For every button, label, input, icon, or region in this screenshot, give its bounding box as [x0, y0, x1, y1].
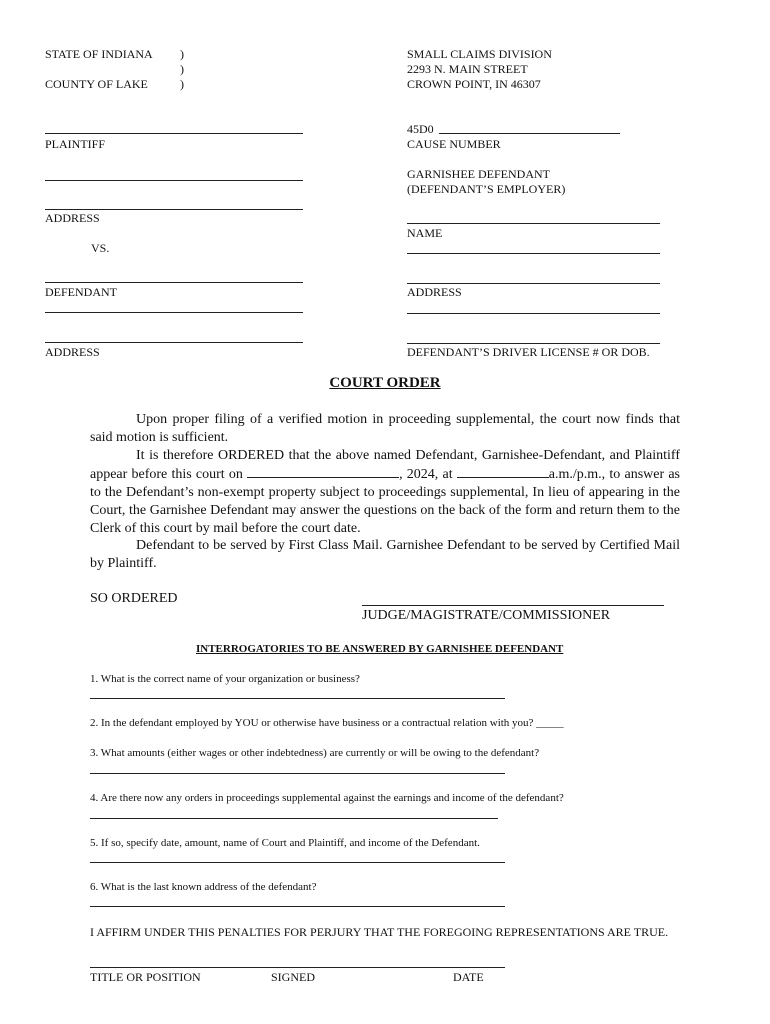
defendant-address-line-2[interactable]: [45, 342, 303, 343]
date-label: DATE: [453, 970, 484, 984]
state-label: STATE OF INDIANA: [45, 47, 153, 61]
question-4: 4. Are there now any orders in proceedings supplemental against the earnings and income of the defendant?: [90, 792, 564, 804]
caption-paren: ): [180, 77, 184, 91]
question-5: 5. If so, specify date, amount, name of Court and Plaintiff, and income of the Defendant.: [90, 837, 480, 849]
order-paragraph-3: Defendant to be served by First Class Mail. Garnishee Defendant to be served by Certified Mail by Plaintiff.: [90, 538, 680, 571]
garnishee-address-label: ADDRESS: [407, 285, 462, 299]
question-2: 2. In the defendant employed by YOU or otherwise have business or a contractual relation with you? _____: [90, 717, 564, 729]
answer-6-field[interactable]: [90, 906, 505, 907]
garnishee-label: GARNISHEE DEFENDANT: [407, 167, 550, 181]
court-division: SMALL CLAIMS DIVISION: [407, 47, 552, 61]
answer-1-field[interactable]: [90, 698, 505, 699]
plaintiff-label: PLAINTIFF: [45, 137, 106, 151]
cause-number-field[interactable]: [439, 133, 620, 134]
hearing-date-field[interactable]: [247, 465, 399, 478]
caption-paren: ): [180, 47, 184, 61]
order-paragraph-1: Upon proper filing of a verified motion in proceeding supplemental, the court now finds that said motion is sufficient.: [90, 412, 680, 445]
question-3: 3. What amounts (either wages or other indebtedness) are currently or will be owing to the defendant?: [90, 747, 540, 759]
court-street: 2293 N. MAIN STREET: [407, 62, 528, 76]
driver-license-field[interactable]: [407, 343, 660, 344]
defendant-address-label: ADDRESS: [45, 345, 100, 359]
garnishee-address-line-2[interactable]: [407, 313, 660, 314]
answer-3-field[interactable]: [90, 773, 505, 774]
caption-paren: ): [180, 62, 184, 76]
plaintiff-name-field[interactable]: [45, 133, 303, 134]
affirmation-text: I AFFIRM UNDER THIS PENALTIES FOR PERJURY THAT THE FOREGOING REPRESENTATIONS ARE TRUE.: [90, 925, 669, 939]
so-ordered-label: SO ORDERED: [90, 591, 178, 606]
vs-label: VS.: [91, 241, 110, 255]
court-order-title: COURT ORDER: [329, 375, 441, 391]
cause-prefix: 45D0: [407, 122, 434, 136]
judge-signature-field[interactable]: [362, 605, 664, 606]
employer-label: (DEFENDANT’S EMPLOYER): [407, 182, 566, 196]
garnishee-name-line-2[interactable]: [407, 253, 660, 254]
plaintiff-address-label: ADDRESS: [45, 211, 100, 225]
plaintiff-address-line-2[interactable]: [45, 209, 303, 210]
county-label: COUNTY OF LAKE: [45, 77, 148, 91]
signed-label: SIGNED: [271, 970, 315, 984]
garnishee-name-field[interactable]: [407, 223, 660, 224]
title-position-label: TITLE OR POSITION: [90, 970, 201, 984]
defendant-address-line-1[interactable]: [45, 312, 303, 313]
interrogatories-title: INTERROGATORIES TO BE ANSWERED BY GARNISHEE DEFENDANT: [196, 643, 564, 655]
court-city: CROWN POINT, IN 46307: [407, 77, 541, 91]
question-1: 1. What is the correct name of your organization or business?: [90, 673, 360, 685]
answer-4-field[interactable]: [90, 818, 498, 819]
defendant-label: DEFENDANT: [45, 285, 117, 299]
answer-5-field[interactable]: [90, 862, 505, 863]
cause-number-label: CAUSE NUMBER: [407, 137, 501, 151]
signature-line-field[interactable]: [90, 967, 505, 968]
hearing-time-field[interactable]: [457, 465, 549, 478]
order-paragraph-2: It is therefore ORDERED that the above named Defendant, Garnishee-Defendant, and Plaintiff appear before this court on , 2024, at a.m./p.m., to answer as to the Defendant’s non-exempt property subject to proceedings supplemental, In lieu of appearing in the Court, the Garnishee Defendant may answer the questions on the back of the form and return them to the Clerk of this court by mail before the court date.: [90, 448, 680, 536]
question-6: 6. What is the last known address of the defendant?: [90, 881, 317, 893]
garnishee-address-field[interactable]: [407, 283, 660, 284]
defendant-name-field[interactable]: [45, 282, 303, 283]
garnishee-name-label: NAME: [407, 226, 443, 240]
plaintiff-address-line-1[interactable]: [45, 180, 303, 181]
driver-license-label: DEFENDANT’S DRIVER LICENSE # OR DOB.: [407, 345, 650, 359]
judge-title-label: JUDGE/MAGISTRATE/COMMISSIONER: [362, 608, 611, 623]
